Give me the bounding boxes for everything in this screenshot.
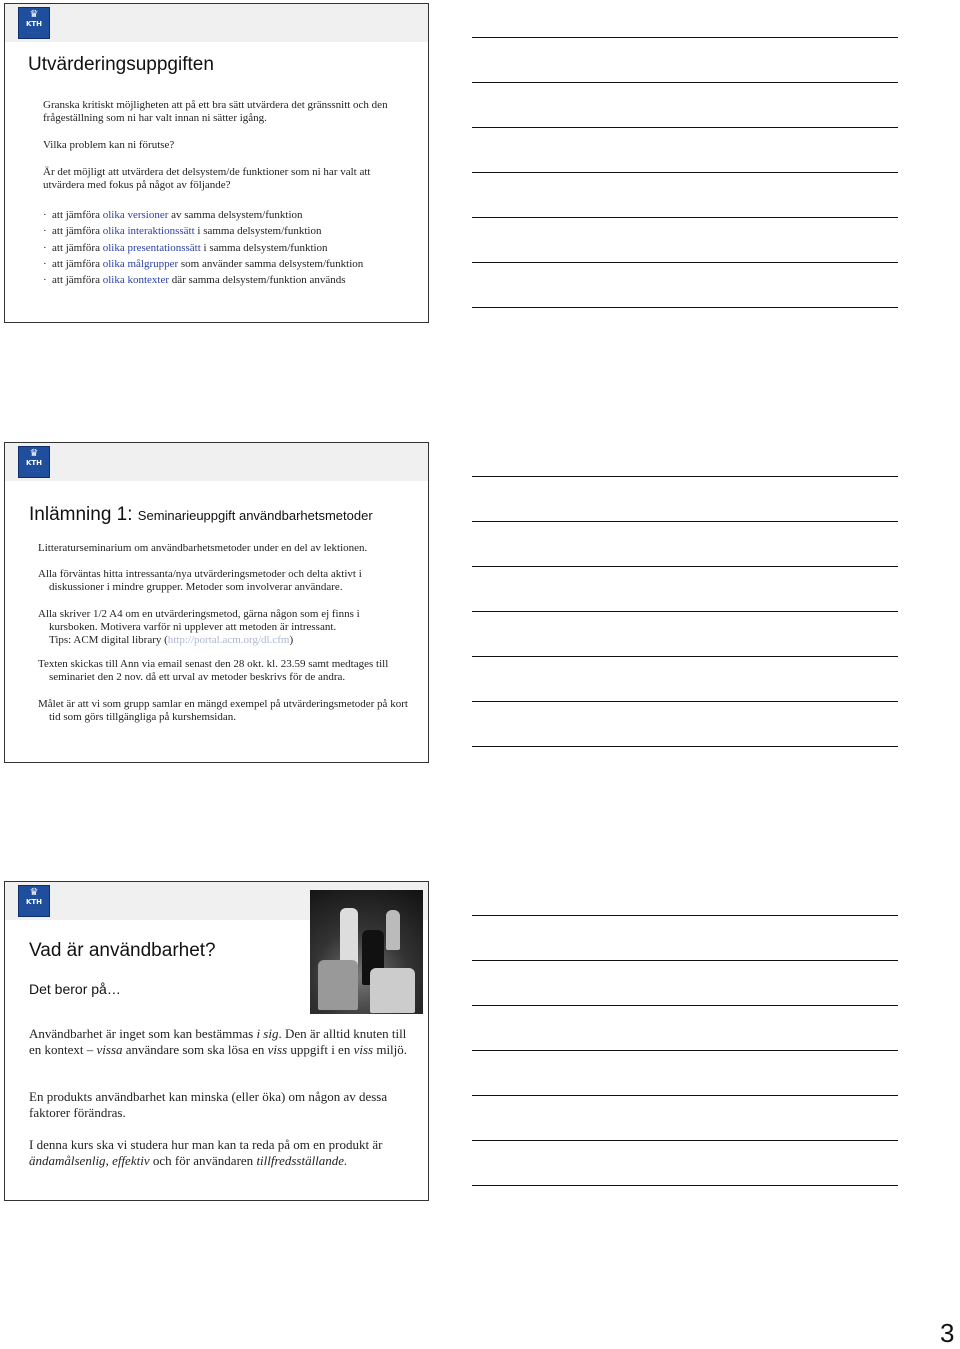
bullet-icon: · xyxy=(43,241,47,254)
notes-line xyxy=(472,82,898,83)
notes-line xyxy=(472,701,898,702)
notes-line xyxy=(472,915,898,916)
slide-title: Utvärderingsuppgiften xyxy=(28,54,214,75)
slide-paragraph: Alla skriver 1/2 A4 om en utvärderingsmetod, gärna någon som ej finns i kursboken. Motivera varför ni upplever att metoden är intressant. xyxy=(38,608,360,633)
slide-paragraph: Granska kritiskt möjligheten att på ett bra sätt utvärdera det gränssnitt och den frågeställning som ni har valt innan ni sätter igång. xyxy=(43,99,388,124)
slide-paragraph: Användbarhet är inget som kan bestämmas i sig. Den är alltid knuten till en kontext – vissa användare som ska lösa en viss uppgift i en viss miljö. xyxy=(29,1026,408,1057)
notes-line xyxy=(472,1140,898,1141)
slide-title: Inlämning 1: Seminarieuppgift användbarhetsmetoder xyxy=(29,504,373,525)
slide-3 xyxy=(4,881,429,1201)
acm-link[interactable]: http://portal.acm.org/dl.cfm xyxy=(167,634,290,646)
list-item: · att jämföra olika målgrupper som använder samma delsystem/funktion xyxy=(43,256,423,272)
photo-image xyxy=(310,890,423,1014)
notes-line xyxy=(472,1095,898,1096)
slide-paragraph: Alla förväntas hitta intressanta/nya utvärderingsmetoder och delta aktivt i diskussioner i mindre grupper. Metoder som involverar användare. xyxy=(38,568,362,593)
notes-line xyxy=(472,1185,898,1186)
notes-line xyxy=(472,476,898,477)
list-item: · att jämföra olika versioner av samma delsystem/funktion xyxy=(43,207,423,223)
page-number: 3 xyxy=(940,1318,955,1348)
list-item: · att jämföra olika interaktionssätt i samma delsystem/funktion xyxy=(43,223,423,239)
slide-paragraph: Texten skickas till Ann via email senast den 28 okt. kl. 23.59 samt medtages till seminariet den 2 nov. då ett urval av metoder beskrivs för de andra. xyxy=(38,658,389,683)
slide-header xyxy=(5,443,428,481)
slide-paragraph: En produkts användbarhet kan minska (eller öka) om någon av dessa faktorer förändras. xyxy=(29,1089,388,1120)
notes-line xyxy=(472,611,898,612)
notes-line xyxy=(472,746,898,747)
slide-paragraph: Vilka problem kan ni förutse? xyxy=(43,139,175,151)
kth-logo-icon: ♛ KTH · · · · · xyxy=(18,885,50,917)
notes-line xyxy=(472,1050,898,1051)
bullet-icon: · xyxy=(43,209,47,221)
notes-line xyxy=(472,172,898,173)
bullet-icon: · xyxy=(43,274,47,287)
bullet-list xyxy=(43,207,423,288)
notes-line xyxy=(472,960,898,961)
bullet-icon: · xyxy=(43,225,47,238)
notes-line xyxy=(472,1005,898,1006)
notes-line xyxy=(472,37,898,38)
list-item: · att jämföra olika presentationssätt i samma delsystem/funktion xyxy=(43,240,423,256)
notes-line xyxy=(472,307,898,308)
notes-line xyxy=(472,217,898,218)
slide-paragraph: Målet är att vi som grupp samlar en mängd exempel på utvärderingsmetoder på kort tid som görs tillgängliga på kurshemsidan. xyxy=(38,698,408,723)
slide-paragraph: Är det möjligt att utvärdera det delsystem/de funktioner som ni har valt att utvärdera med fokus på något av följande? xyxy=(43,166,371,191)
slide-title: Vad är användbarhet? xyxy=(29,940,216,961)
bullet-icon: · xyxy=(43,257,47,270)
list-item: · att jämföra olika kontexter där samma delsystem/funktion används xyxy=(43,272,423,288)
notes-line xyxy=(472,262,898,263)
slide-paragraph: I denna kurs ska vi studera hur man kan ta reda på om en produkt är ändamålsenlig, effektiv och för användaren tillfredsställande. xyxy=(29,1137,383,1168)
slide-paragraph: Litteraturseminarium om användbarhetsmetoder under en del av lektionen. xyxy=(38,542,368,554)
tips-line: Tips: ACM digital library (http://portal.acm.org/dl.cfm) xyxy=(49,634,294,646)
slide-subtitle: Det beror på… xyxy=(29,981,121,997)
kth-logo-icon: ♛ KTH · · · · · xyxy=(18,446,50,478)
slide-header xyxy=(5,4,428,42)
kth-logo-icon: ♛ KTH · · · · · xyxy=(18,7,50,39)
notes-line xyxy=(472,656,898,657)
slide-1 xyxy=(4,3,429,323)
notes-line xyxy=(472,521,898,522)
slide-2 xyxy=(4,442,429,763)
notes-line xyxy=(472,566,898,567)
notes-line xyxy=(472,127,898,128)
